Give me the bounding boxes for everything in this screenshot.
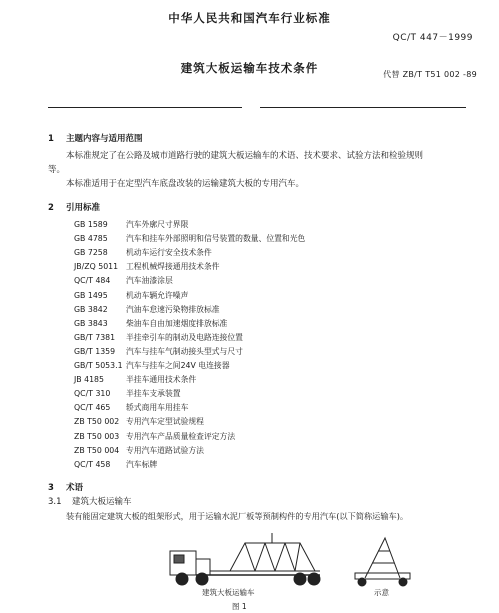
subsection-title: 建筑大板运输车 (72, 497, 132, 507)
section-title: 主题内容与适用范围 (66, 134, 143, 144)
reference-title: 轿式商用车用挂车 (126, 403, 189, 413)
reference-title: 专用汽车定型试验规程 (126, 417, 204, 427)
standard-code: QC/T 447－1999 (392, 33, 473, 43)
reference-code: QC/T 465 (74, 403, 111, 413)
reference-item (74, 290, 188, 301)
subsection-3-1-heading (48, 496, 132, 509)
reference-code: ZB T50 004 (74, 445, 120, 455)
reference-title: 专用汽车产品质量检查评定方法 (126, 431, 236, 441)
replaces-note: 代替 ZB/T T51 002 -89 (383, 70, 477, 79)
reference-item (74, 360, 230, 371)
reference-item (74, 233, 305, 244)
reference-code: GB 1589 (74, 220, 108, 229)
reference-item (74, 388, 181, 399)
reference-title: 柴油车自由加速烟度排放标准 (126, 318, 228, 328)
reference-code: GB 4785 (74, 234, 108, 244)
reference-title: 汽车和挂车外部照明和信号装置的数量、位置和光色 (126, 234, 306, 244)
reference-code: ZB T50 002 (74, 417, 120, 427)
reference-item (74, 261, 220, 272)
reference-code: GB/T 7381 (74, 332, 116, 342)
section-number: 1 (48, 134, 54, 144)
reference-item (74, 402, 188, 413)
reference-title: 汽车油漆涂层 (126, 276, 173, 286)
section-1-heading (48, 132, 143, 144)
section-1-para-2: 本标准适用于在定型汽车底盘改装的运输建筑大板的专用汽车。 (66, 179, 305, 189)
section-1-para-1-line-1: 本标准规定了在公路及城市道路行驶的建筑大板运输车的术语、技术要求、试验方法和检验规则 (66, 151, 424, 161)
reference-code: QC/T 310 (74, 389, 111, 399)
reference-item (74, 275, 173, 286)
reference-code: GB 3843 (74, 318, 108, 328)
reference-title: 机动车辆允许噪声 (126, 290, 189, 300)
reference-item (74, 346, 243, 357)
reference-title: 半挂车支承装置 (126, 389, 181, 399)
reference-item (74, 219, 188, 230)
reference-title: 半挂车通用技术条件 (126, 375, 197, 385)
reference-title: 汽车标牌 (126, 459, 158, 469)
reference-title: 工程机械焊接通用技术条件 (126, 262, 220, 272)
reference-title: 汽车外廓尺寸界限 (126, 220, 189, 229)
reference-title: 机动车运行安全技术条件 (126, 248, 212, 258)
reference-title: 半挂牵引车的制动及电路连接位置 (126, 332, 243, 342)
reference-code: ZB T50 003 (74, 431, 120, 441)
definition-text: 装有能固定建筑大板的组架形式，用于运输水泥厂板等预制构件的专用汽车(以下简称运输车)。 (66, 511, 409, 521)
section-title: 术语 (66, 483, 84, 493)
section-3-heading (48, 481, 83, 493)
truck-diagram (150, 523, 470, 603)
reference-code: GB/T 5053.1 (74, 361, 123, 370)
reference-code: QC/T 484 (74, 276, 111, 286)
reference-code: JB/ZQ 5011 (74, 262, 119, 272)
reference-item (74, 459, 157, 470)
section-title: 引用标准 (66, 203, 101, 213)
header-divider-gap (242, 104, 260, 110)
reference-code: JB 4185 (74, 375, 104, 385)
reference-item (74, 332, 243, 343)
reference-item (74, 445, 204, 456)
reference-item (74, 374, 196, 385)
section-1-para-1-line-2: 等。 (48, 165, 66, 175)
reference-title: 汽车与挂车之间24V 电连接器 (126, 361, 230, 370)
reference-item (74, 416, 204, 427)
subsection-number: 3.1 (48, 497, 62, 507)
section-2-heading (48, 201, 100, 213)
reference-code: QC/T 458 (74, 459, 111, 469)
section-number: 2 (48, 203, 54, 213)
reference-title: 汽油车怠速污染物排放标准 (126, 304, 220, 314)
standard-title: 中华人民共和国汽车行业标准 (168, 11, 331, 25)
reference-item (74, 318, 227, 329)
figure-label: 图 1 (232, 602, 247, 611)
reference-item (74, 247, 212, 258)
reference-code: GB/T 1359 (74, 346, 116, 356)
reference-title: 专用汽车道路试验方法 (126, 445, 204, 455)
reference-item (74, 431, 235, 442)
reference-item (74, 304, 220, 315)
reference-code: GB 3842 (74, 304, 108, 314)
reference-title: 汽车与挂车气制动接头型式与尺寸 (126, 346, 243, 356)
reference-code: GB 1495 (74, 290, 108, 300)
document-title: 建筑大板运输车技术条件 (180, 61, 319, 75)
figure-caption-left: 建筑大板运输车 (202, 588, 255, 597)
figure-1 (150, 523, 470, 603)
figure-caption-right: 示意 (374, 588, 389, 597)
section-number: 3 (48, 483, 54, 493)
reference-code: GB 7258 (74, 248, 108, 258)
